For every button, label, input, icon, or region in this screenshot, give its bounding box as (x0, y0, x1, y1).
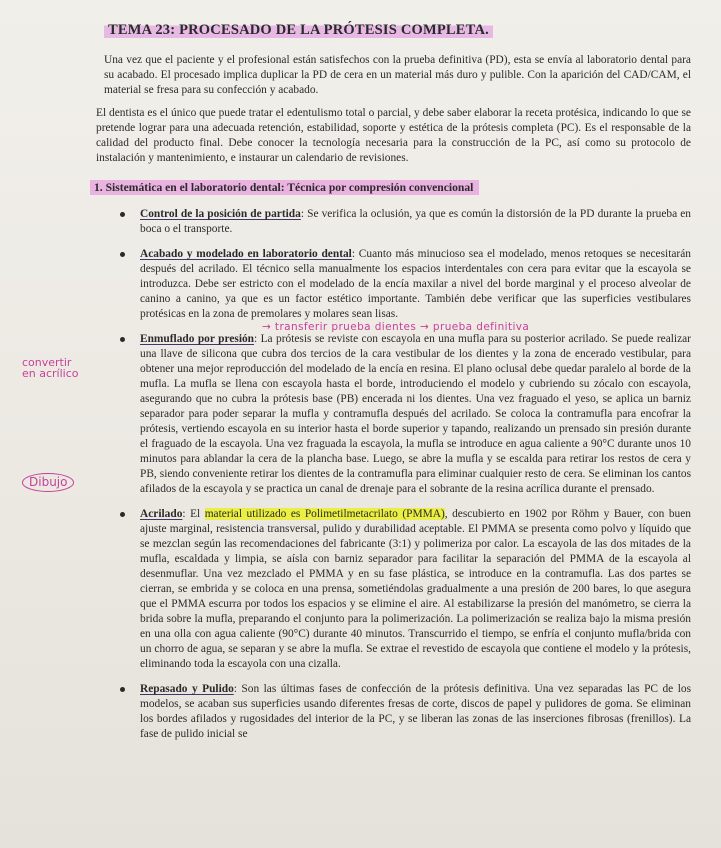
list-item-head: Enmuflado por presión (140, 333, 255, 345)
handwritten-note-circle: Dibujo (22, 473, 74, 492)
list-item-text (140, 682, 691, 742)
bullet-dot-icon (120, 512, 125, 517)
list-item-head: Acrilado (140, 508, 183, 520)
handwritten-note-top: → transferir prueba dientes → prueba definitiva (262, 321, 530, 333)
list-item-body: : La prótesis se reviste con escayola en una mufla para su posterior acrilado. Se puede realizar una llave de silicona que cubra dos tercios de la cara vestibular de los dientes y la zona de encerado vestibular, para obtener una mejor reproducción del modelado de la encía en resina. El plano oclusal debe quedar paralelo al borde de la mufla. La mufla se llena con escayola hasta el borde, introduciendo el modelo y cubriendo su zócalo con escayola, asegurando que no cubra la prótesis base (PB) encerada ni los dientes. Una vez fraguado el yeso, se aplica un barniz separador para poder separar la mufla y contramufla después del acrilado. Se coloca la contramufla para encofrar la prótesis, vertiendo escayola en su interior hasta el borde superior y tapando, realizando un prensado sin presión durante el fraguado de la escayola. Una vez fraguada la escayola, la mufla se introduce en agua caliente a 90°C durante unos 10 minutos para ablandar la cera de la plancha base. Luego, se abre la mufla y se escalda para retirar los restos de cera y PB, siendo conveniente retirar los dientes de la contramufla para eliminar cualquier resto de cera. Se eliminan los cantos afilados de la escayola y se practica un canal de drenaje para el sobrante de la resina acrílica durante el prensado. (140, 333, 691, 495)
list-item-pre: : El (182, 508, 205, 520)
list-item-body: : Son las últimas fases de confección de la prótesis definitiva. Una vez separadas las PC de los modelos, se acaban sus superficies usando diferentes fresas de corte, discos de papel y pulidores de goma. Se eliminan los bordes afilados y rugosidades del interior de la PC, y se liberan las zonas de las inserciones fibrosas (frenillos). La fase de pulido inicial se (140, 683, 691, 740)
list-item (90, 507, 691, 672)
list-item (90, 682, 691, 742)
list-item-text (140, 247, 691, 322)
intro-paragraph-1: Una vez que el paciente y el profesional están satisfechos con la prueba definitiva (PD), esta se envía al laboratorio dental para su acabado. El procesado implica duplicar la PD de cera en un material más duro y pulible. Con la aparición del CAD/CAM, el material se fresa para su confección y acabado. (104, 54, 691, 96)
list-item-text (140, 507, 691, 672)
intro-paragraph-2: El dentista es el único que puede tratar el edentulismo total o parcial, y debe saber elaborar la receta protésica, indicando lo que se pretende lograr para una adecuada retención, estabilidad, soporte y estética de la prótesis completa (PC). Es el responsable de la calidad del producto final. Debe conocer la tecnología necesaria para la construcción de la PC, así como su protocolo de instalación y mantenimiento, e instaurar un calendario de revisiones. (96, 107, 691, 164)
list-item-head: Control de la posición de partida (140, 208, 301, 220)
list-item-head: Acabado y modelado en laboratorio dental (140, 248, 352, 260)
bullet-dot-icon (120, 252, 125, 257)
highlighted-text: material utilizado es Polimetilmetacrilato (PMMA) (204, 508, 445, 520)
bullet-dot-icon (120, 337, 125, 342)
list-item-body: , descubierto en 1902 por Röhm y Bauer, con buen ajuste marginal, resistencia transversal, pulido y durabilidad aceptable. El PMMA se presenta como polvo y líquido que se mezclan según las recomendaciones del fabricante (3:1) y polimeriza por calor. La escayola de las dos mitades de la mufla, escaldada y limpia, se aísla con barniz separador para facilitar la separación del PMMA de la escayola al desenmuflar. Una vez mezclado el PMMA y en su fase plástica, se introduce en la contramufla. Las dos partes se cierran, se embrida y se coloca en una prensa, sometiéndolas gradualmente a una presión de 200 bares, lo que asegura que el PMMA escurra por todos los espacios y se elimine el aire. Al estabilizarse la presión del manómetro, se cierra la brida sobre la mufla, preparando el conjunto para la polimerización. La polimerización se realiza bajo la misma presión en una olla con agua caliente (90°C) durante 40 minutos. Transcurrido el tiempo, se enfría el conjunto mufla/brida con un chorro de agua, se separan y se abre la mufla. Se extrae el revestido de escayola que contiene el modelo y la prótesis, eliminando toda la escayola con una cizalla. (140, 508, 692, 670)
list-item-body: : Se verifica la oclusión, ya que es común la distorsión de la PD durante la prueba en boca o el transporte. (140, 208, 691, 235)
bullet-dot-icon (120, 212, 125, 217)
list-item-body: : Cuanto más minucioso sea el modelado, menos retoques se necesitarán después del acrilado. El técnico sella manualmente los espacios interdentales con cera para evitar que la escayola se introduzca. Debe ser estricto con el modelado de la encía maxilar a nivel del borde marginal y el proceso alveolar de canino a canino, ya que es un factor estético importante. También debe verificar que las superficies vestibulares protésicas en la zona de premolares y molares sean lisas. (140, 248, 691, 320)
page-title: TEMA 23: PROCESADO DE LA PRÓTESIS COMPLETA. (104, 22, 493, 39)
list-item-head: Repasado y Pulido (140, 683, 234, 695)
handwritten-note-left: convertir en acrílico (22, 356, 79, 380)
list-item (90, 332, 691, 497)
bullet-dot-icon (120, 687, 125, 692)
list-item-text (140, 332, 691, 497)
section-heading: 1. Sistemática en el laboratorio dental: Técnica por compresión convencional (90, 180, 479, 195)
list-item (90, 247, 691, 322)
list-item (90, 207, 691, 237)
list-item-text (140, 207, 691, 237)
